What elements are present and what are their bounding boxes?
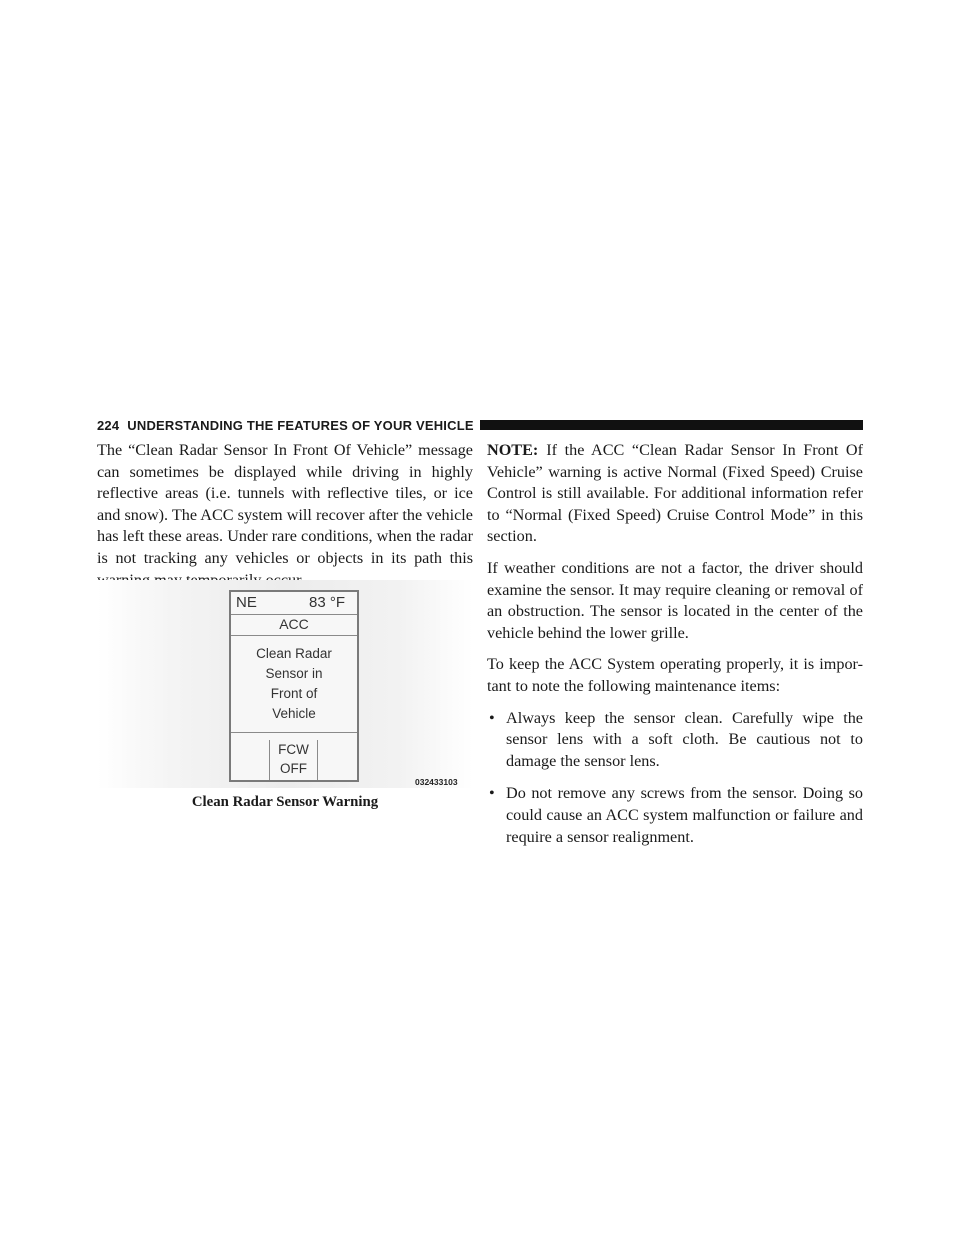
warning-line-1: Clean Radar: [256, 646, 332, 661]
warning-line-3: Front of: [270, 686, 318, 701]
note-label: NOTE:: [487, 441, 539, 459]
maintenance-list: [487, 708, 863, 849]
display-mode-row: [231, 615, 357, 636]
list-item-text: Do not remove any screws from the sensor. Doing so could cause an ACC system malfunction or failure and require a sensor realignment.: [506, 784, 863, 846]
warning-line-2: Sensor in: [265, 666, 323, 681]
weather-paragraph: If weather conditions are not a factor, the driver should examine the sensor. It may require cleaning or removal of an obstruction. The sensor is located in the center of the vehicle behind the lower grille.: [487, 558, 863, 642]
list-item: [487, 708, 863, 773]
bullet-glyph: •: [489, 784, 495, 803]
outside-temperature: 83 °F: [308, 594, 345, 611]
section-title: UNDERSTANDING THE FEATURES OF YOUR VEHICLE: [127, 417, 474, 433]
maintenance-intro: To keep the ACC System operating properly, it is impor- tant to note the following maintenance items:: [487, 655, 863, 695]
page-number: 224: [97, 417, 120, 433]
intro-paragraph: The “Clean Radar Sensor In Front Of Vehicle” message can sometimes be displayed while driving in highly reflective areas (i.e. tunnels with reflective tiles, or ice and snow). The ACC system will recover after the vehicle has left these areas. Under rare conditions, when the radar is not tracking any vehicles or objects in its path this: [97, 441, 473, 567]
figure-panel: [97, 580, 473, 788]
bullet-glyph: •: [489, 708, 495, 727]
list-item-text: Always keep the sensor clean. Carefully wipe the sensor lens with a soft cloth. Be cautious not to damage the sensor lens.: [506, 708, 863, 770]
fcw-line-2: OFF: [280, 761, 307, 776]
list-item: [487, 783, 863, 848]
figure-caption: Clean Radar Sensor Warning: [191, 794, 379, 810]
display-status-row: [231, 592, 357, 615]
note-paragraph: [487, 440, 863, 548]
warning-line-4: Vehicle: [272, 706, 316, 721]
left-column: [97, 440, 473, 601]
compass-heading: NE: [236, 594, 257, 611]
acc-mode-label: ACC: [279, 616, 309, 632]
figure-id: 032433103: [415, 777, 458, 787]
warning-message: [231, 644, 357, 724]
cluster-display-illustration: [229, 590, 359, 782]
right-column: [487, 440, 863, 859]
header-rule: [480, 420, 863, 430]
display-message-row: [231, 636, 357, 733]
fcw-status-box: [269, 740, 318, 780]
fcw-line-1: FCW: [278, 742, 309, 757]
page-header: [97, 418, 863, 432]
note-text: If the ACC “Clean Radar Sensor In Front Of Vehicle” warning is active Normal (Fixed Speed) Cruise Control is still available. For additional information refer to “Normal (Fixed Speed) Cruise Control Mode” in this section.: [487, 441, 863, 546]
